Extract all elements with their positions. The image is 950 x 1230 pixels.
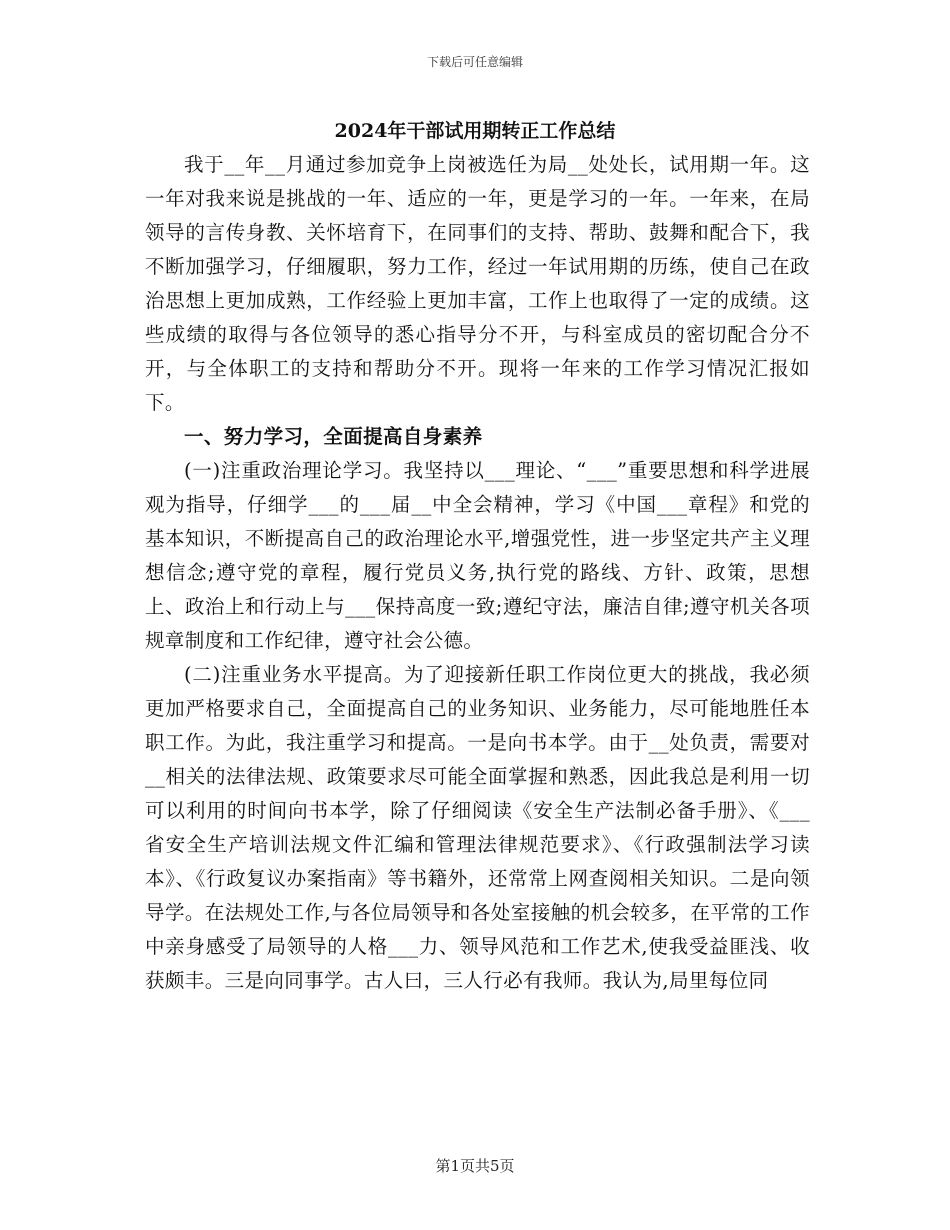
paragraph-business-study: (二)注重业务水平提高。为了迎接新任职工作岗位更大的挑战，我必须更加严格要求自己，全面提高自己的业务知识、业务能力，尽可能地胜任本职工作。为此，我注重学习和提高。一是向书本学。由于__处负责，需要对__相关的法律法规、政策要求尽可能全面掌握和熟悉，因此我总是利用一切可以利用的时间向书本学，除了仔细阅读《安全生产法制必备手册》、《___省安全生产培训法规文件汇编和管理法律规范要求》、《行政强制法学习读本》、《行政复议办案指南》等书籍外，还常常上网查阅相关知识。二是向领导学。在法规处工作,与各位局领导和各处室接触的机会较多，在平常的工作中亲身感受了局领导的人格___力、领导风范和工作艺术,使我受益匪浅、收获颇丰。三是向同事学。古人曰，三人行必有我师。我认为,局里每位同: [145, 663, 810, 992]
intro-paragraph: 我于__年__月通过参加竞争上岗被选任为局__处处长，试用期一年。这一年对我来说是挑战的一年、适应的一年，更是学习的一年。一年来，在局领导的言传身教、关怀培育下，在同事们的支持、帮助、鼓舞和配合下，我不断加强学习，仔细履职，努力工作，经过一年试用期的历练，使自己在政治思想上更加成熟，工作经验上更加丰富，工作上也取得了一定的成绩。这些成绩的取得与各位领导的悉心指导分不开，与科室成员的密切配合分不开，与全体职工的支持和帮助分不开。现将一年来的工作学习情况汇报如下。: [145, 153, 810, 414]
document-title: 2024年干部试用期转正工作总结: [334, 120, 616, 142]
page-number: 第1页共5页: [435, 1157, 515, 1175]
document-body: [145, 148, 810, 998]
paragraph-political-study: (一)注重政治理论学习。我坚持以___理论、“___”重要思想和科学进展观为指导，仔细学___的___届__中全会精神，学习《中国___章程》和党的基本知识，不断提高自己的政治理论水平,增强党性，进一步坚定共产主义理想信念;遵守党的章程，履行党员义务,执行党的路线、方针、政策，思想上、政治上和行动上与___保持高度一致;遵纪守法，廉洁自律;遵守机关各项规章制度和工作纪律，遵守社会公德。: [145, 459, 810, 652]
section-heading: 一、努力学习，全面提高自身素养: [184, 425, 483, 448]
header-note: 下载后可任意编辑: [426, 55, 523, 69]
